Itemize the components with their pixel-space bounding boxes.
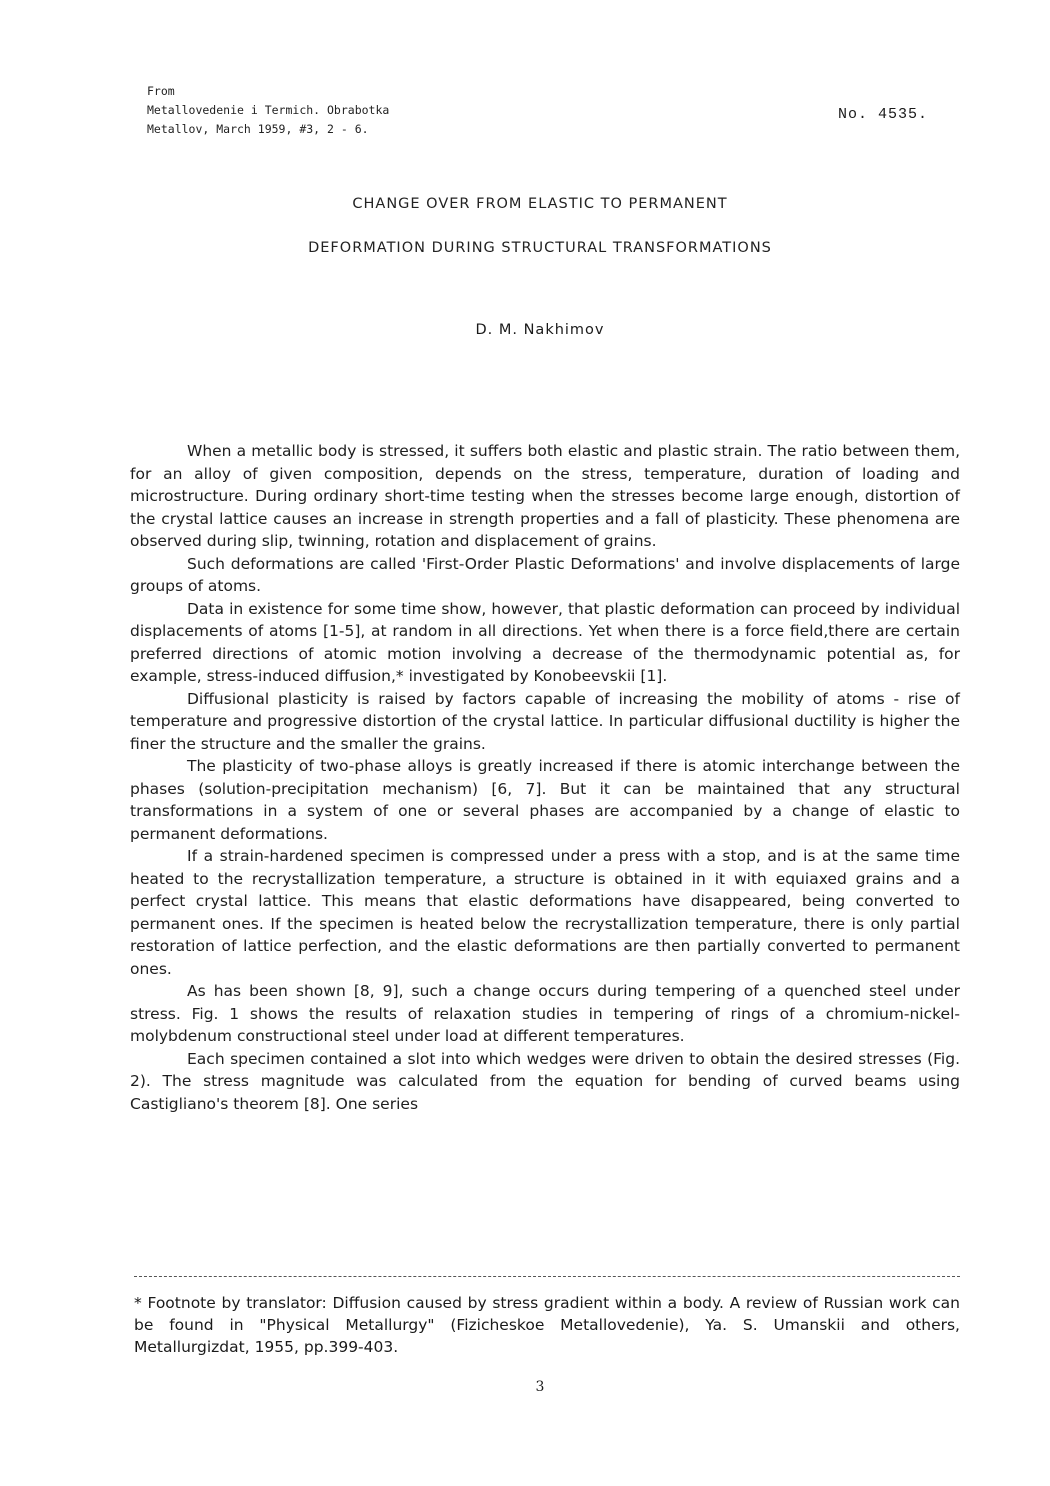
paragraph: When a metallic body is stressed, it suffers both elastic and plastic strain. The ratio between them, for an alloy of given composition, depends on the stress, temperature, duration of loading and microstructure. During ordinary short-time testing when the stresses become large enough, distortion of the crystal lattice causes an increase in strength properties and a fall of plasticity. These phenomena are observed during slip, twinning, rotation and displacement of grains. bbox=[130, 442, 960, 550]
title-line-1: CHANGE OVER FROM ELASTIC TO PERMANENT bbox=[352, 196, 728, 212]
paragraph: As has been shown [8, 9], such a change occurs during tempering of a quenched steel under stress. Fig. 1 shows the results of relaxation studies in tempering of rings of a chromium-nickel-molybdenum constructional steel under load at different temperatures. bbox=[130, 982, 960, 1045]
footnote: * Footnote by translator: Diffusion caused by stress gradient within a body. A review of Russian work can be found in "Physical Metallurgy" (Fizicheskoe Metallovedenie), Ya. S. Umanskii and others, Metallurgizdat, 1955, pp.399-403. bbox=[134, 1294, 960, 1356]
footnote-divider bbox=[134, 1276, 960, 1277]
title-line-2: DEFORMATION DURING STRUCTURAL TRANSFORMATIONS bbox=[308, 240, 772, 256]
paragraph: Each specimen contained a slot into which wedges were driven to obtain the desired stresses (Fig. 2). The stress magnitude was calculated from the equation for bending of curved beams using Castigliano's theorem [8]. One series bbox=[130, 1049, 960, 1113]
paragraph: Data in existence for some time show, however, that plastic deformation can proceed by individual displacements of atoms [1-5], at random in all directions. Yet when there is a force field,there are certain preferred directions of atomic motion involving a decrease of the thermodynamic potential as, for example, stress-induced diffusion,* investigated by Konobeevskii [1]. bbox=[130, 599, 960, 685]
paragraph: Diffusional plasticity is raised by factors capable of increasing the mobility of atoms - rise of temperature and progressive distortion of the crystal lattice. In particular diffusional ductility is higher the finer the structure and the smaller the grains. bbox=[130, 689, 960, 753]
source-line-3: Metallov, March 1959, #3, 2 - 6. bbox=[147, 122, 369, 136]
article-body bbox=[130, 440, 960, 1115]
document-number: No. 4535. bbox=[838, 106, 929, 123]
paragraph: If a strain-hardened specimen is compressed under a press with a stop, and is at the same time heated to the recrystallization temperature, a structure is obtained in it with equiaxed grains and a perfect crystal lattice. This means that elastic deformations have disappeared, being converted to permanent ones. If the specimen is heated below the recrystallization temperature, there is only partial restoration of lattice perfection, and the elastic deformations are then partially converted to permanent ones. bbox=[130, 847, 960, 978]
source-line-1: From bbox=[147, 84, 175, 98]
source-line-2: Metallovedenie i Termich. Obrabotka bbox=[147, 103, 390, 117]
source-citation bbox=[147, 82, 389, 139]
paragraph: Such deformations are called 'First-Order Plastic Deformations' and involve displacements of large groups of atoms. bbox=[130, 554, 960, 595]
page-number: 3 bbox=[535, 1379, 545, 1395]
author: D. M. Nakhimov bbox=[475, 322, 605, 338]
paragraph: The plasticity of two-phase alloys is greatly increased if there is atomic interchange between the phases (solution-precipitation mechanism) [6, 7]. But it can be maintained that any structural transformations in a system of one or several phases are accompanied by a change of elastic to permanent deformations. bbox=[130, 757, 960, 843]
